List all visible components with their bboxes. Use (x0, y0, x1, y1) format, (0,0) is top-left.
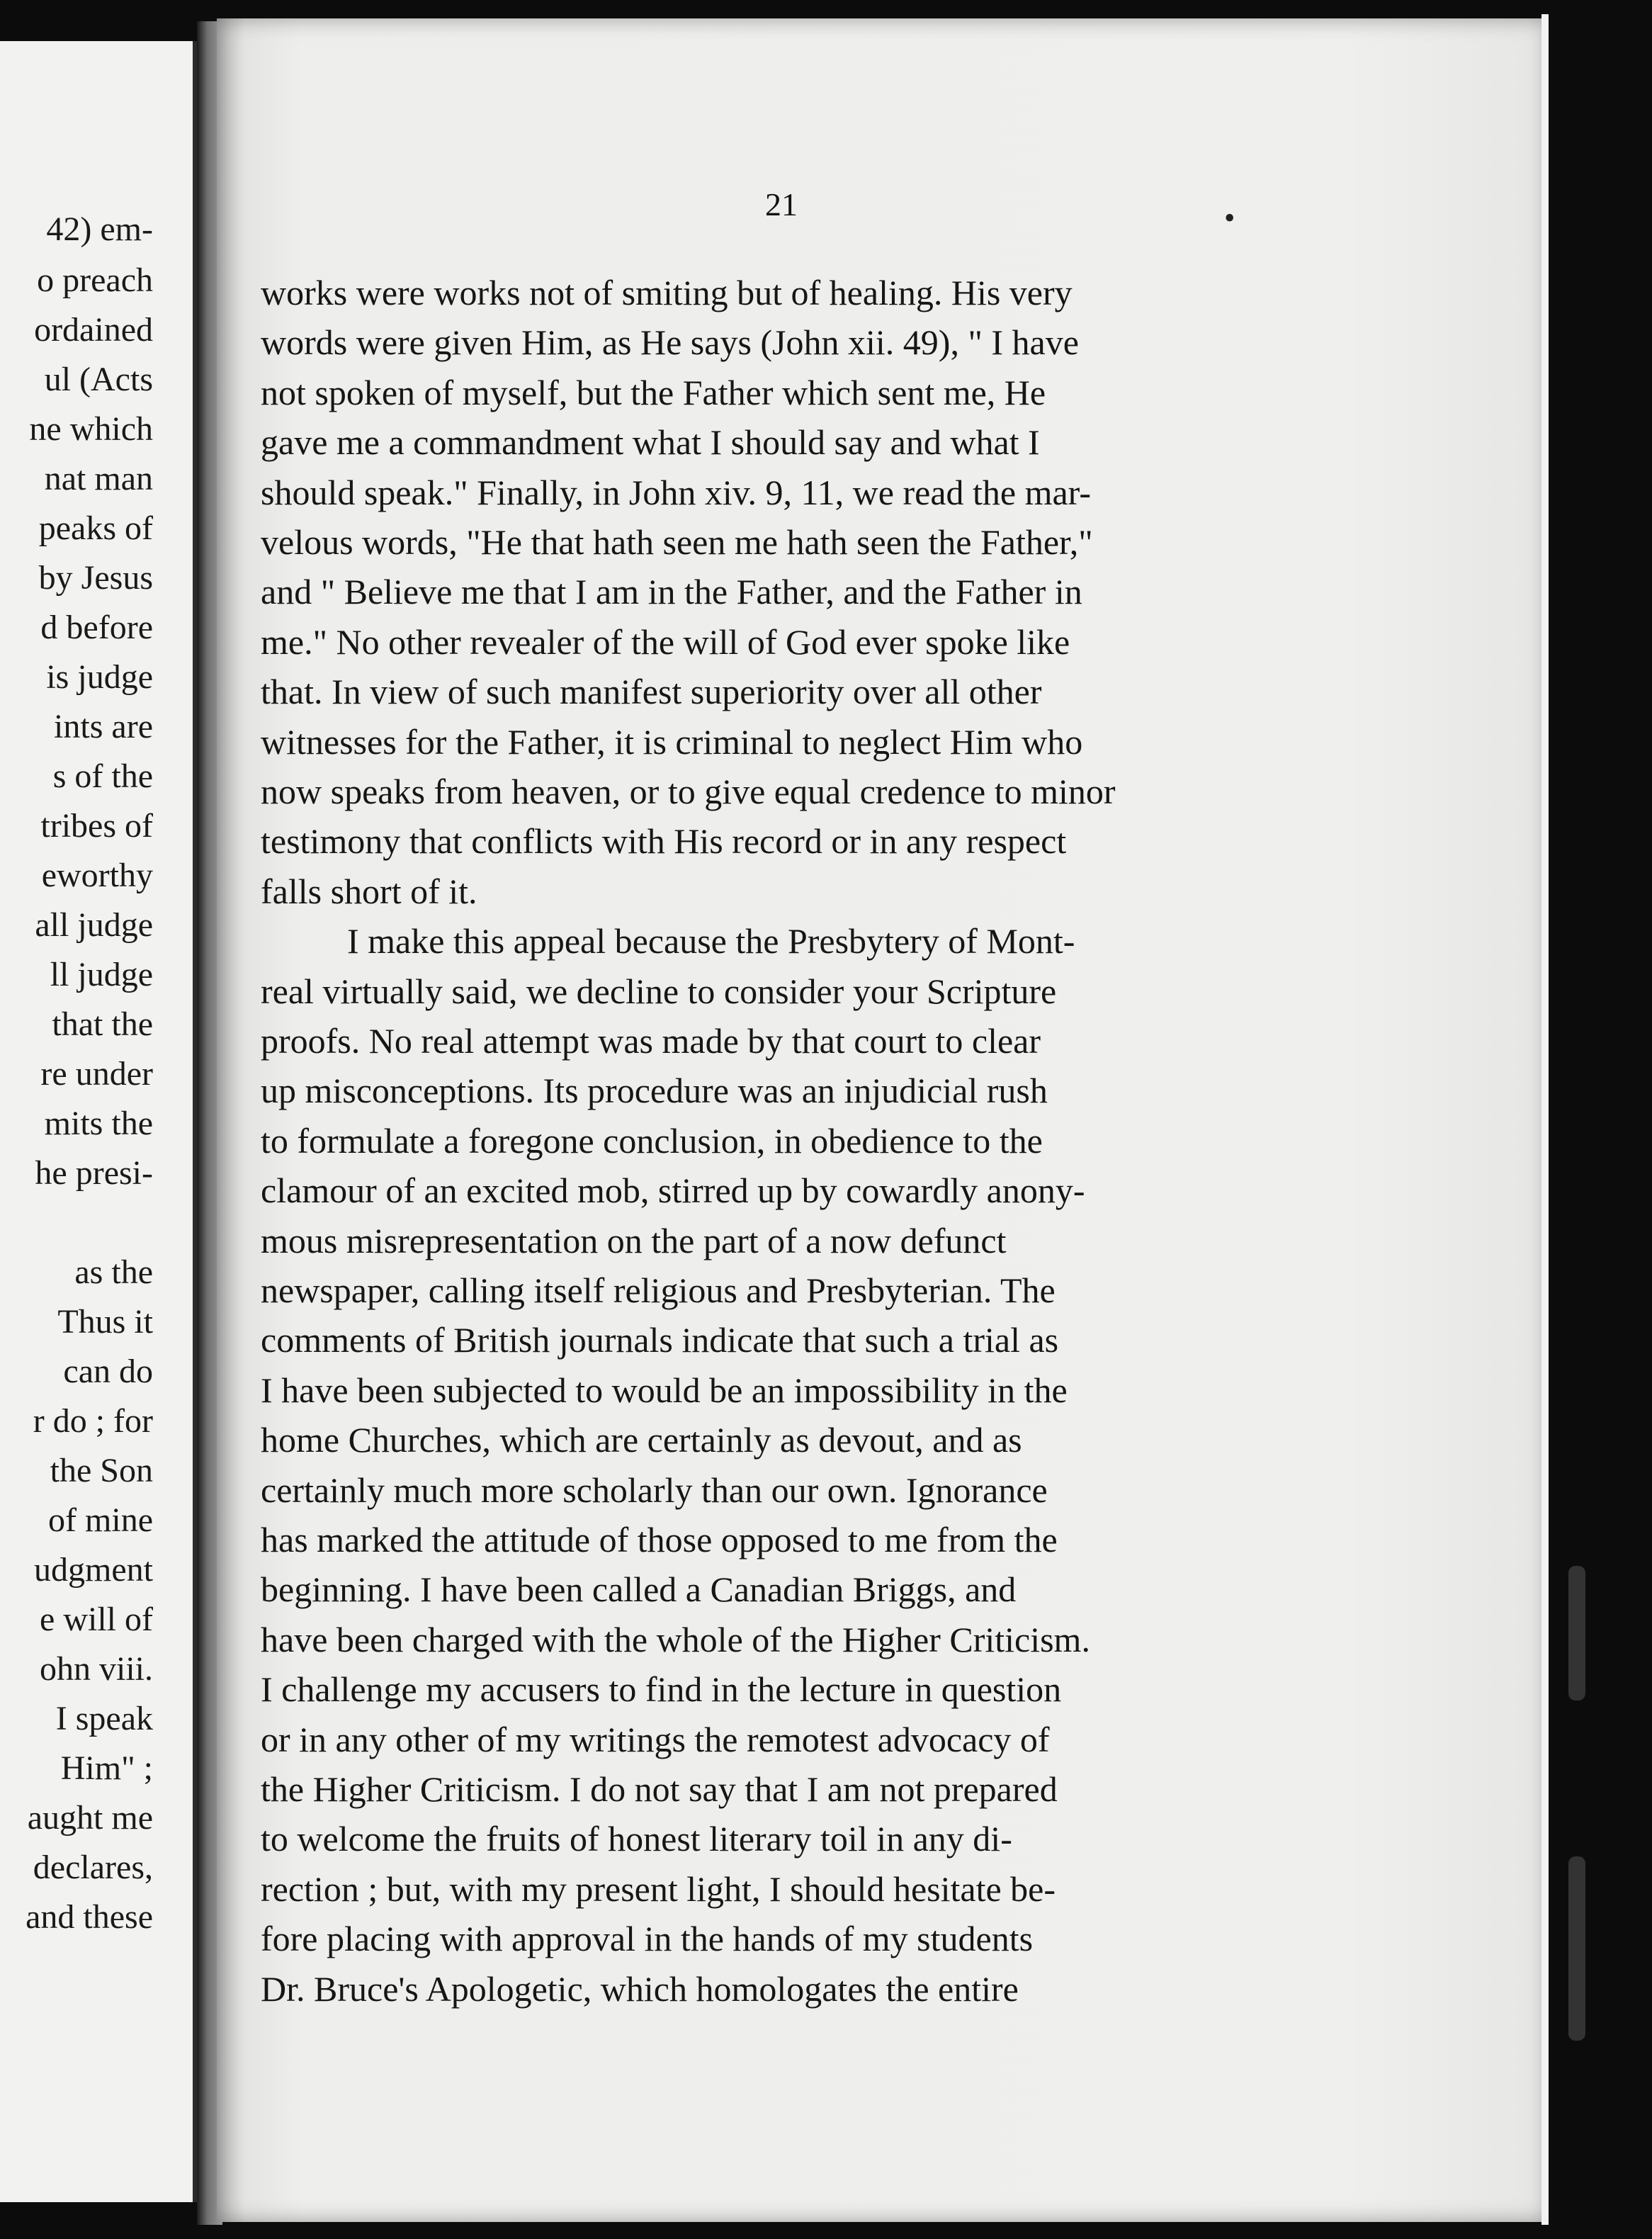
text-line: to welcome the fruits of honest literary toil in any di- (261, 1819, 1012, 1859)
text-line: home Churches, which are certainly as devout, and as (261, 1420, 1022, 1460)
facing-page-fragment (0, 41, 197, 2202)
text-line: fore placing with approval in the hands of my students (261, 1919, 1034, 1958)
facing-page-line: 42) em- (46, 210, 153, 248)
facing-page-line: nat man (44, 460, 153, 497)
text-line: beginning. I have been called a Canadian Briggs, and (261, 1569, 1017, 1609)
text-line: works were works not of smiting but of healing. His very (261, 273, 1073, 312)
text-line: comments of British journals indicate that such a trial as (261, 1320, 1059, 1360)
facing-page-line: the Son (50, 1452, 153, 1489)
text-line: should speak." Finally, in John xiv. 9, 11, we read the mar- (261, 473, 1091, 512)
facing-page-line: all judge (35, 906, 153, 944)
facing-page-line: as the (74, 1253, 153, 1291)
text-line: and " Believe me that I am in the Father, and the Father in (261, 572, 1082, 611)
text-line: falls short of it. (261, 872, 477, 911)
text-line: certainly much more scholarly than our own. Ignorance (261, 1470, 1048, 1510)
text-line: or in any other of my writings the remotest advocacy of (261, 1720, 1050, 1759)
text-line: rection ; but, with my present light, I should hesitate be- (261, 1869, 1056, 1909)
text-line: the Higher Criticism. I do not say that I am not prepared (261, 1769, 1058, 1809)
facing-page-line: ne which (29, 410, 153, 448)
text-line: has marked the attitude of those opposed to me from the (261, 1520, 1058, 1560)
text-line: that. In view of such manifest superiority over all other (261, 672, 1042, 711)
text-line: gave me a commandment what I should say and what I (261, 422, 1040, 462)
facing-page-line: mits the (44, 1105, 153, 1142)
facing-page-line: s of the (52, 757, 153, 795)
page-number: 21 (765, 186, 798, 222)
text-line: Dr. Bruce's Apologetic, which homologates the entire (261, 1969, 1019, 2009)
facing-page-line: of mine (48, 1501, 153, 1539)
facing-page-line: ul (Acts (44, 361, 153, 398)
facing-page-line: Thus it (57, 1303, 153, 1341)
text-line: words were given Him, as He says (John xii. 49), " I have (261, 322, 1079, 362)
text-line: mous misrepresentation on the part of a now defunct (261, 1221, 1007, 1261)
facing-page-line: Him" ; (60, 1749, 153, 1787)
text-line: real virtually said, we decline to consider your Scripture (261, 971, 1057, 1011)
ink-speck: • (1224, 201, 1235, 235)
facing-page-line: declares, (33, 1849, 153, 1886)
facing-page-line: tribes of (40, 807, 153, 845)
facing-page-line: he presi- (35, 1154, 153, 1192)
text-line: clamour of an excited mob, stirred up by cowardly anony- (261, 1171, 1085, 1210)
binding-clip-mark (1568, 1856, 1585, 2041)
page-edge (1541, 14, 1549, 2225)
facing-page-line: is judge (46, 658, 153, 696)
facing-page-line: I speak (55, 1700, 153, 1737)
text-line: testimony that conflicts with His record or in any respect (261, 821, 1067, 861)
facing-page-line: o preach (37, 261, 153, 299)
text-line: to formulate a foregone conclusion, in obedience to the (261, 1121, 1043, 1161)
facing-page-line: ints are (54, 708, 153, 745)
text-line: witnesses for the Father, it is criminal to neglect Him who (261, 722, 1083, 762)
text-line: I have been subjected to would be an impossibility in the (261, 1370, 1068, 1410)
text-line: me." No other revealer of the will of God ever spoke like (261, 622, 1070, 662)
facing-page-line: d before (40, 609, 153, 646)
facing-page-line: eworthy (41, 857, 153, 894)
text-line: newspaper, calling itself religious and Presbyterian. The (261, 1270, 1056, 1310)
facing-page-line: r do ; for (33, 1402, 153, 1440)
text-line: I make this appeal because the Presbytery of Mont- (347, 921, 1075, 961)
facing-page-line: that the (52, 1005, 153, 1043)
text-line: have been charged with the whole of the Higher Criticism. (261, 1620, 1090, 1659)
facing-page-line: ohn viii. (39, 1650, 153, 1688)
text-line: now speaks from heaven, or to give equal credence to minor (261, 772, 1116, 811)
binding-clip-mark (1568, 1566, 1585, 1701)
facing-page-line: ll judge (50, 956, 153, 993)
facing-page-line: e will of (40, 1601, 153, 1638)
facing-page-line: by Jesus (38, 559, 153, 597)
facing-page-line: peaks of (38, 509, 153, 547)
text-line: I challenge my accusers to find in the lecture in question (261, 1669, 1062, 1709)
facing-page-line: udgment (34, 1551, 153, 1589)
facing-page-line: can do (63, 1353, 153, 1390)
text-line: proofs. No real attempt was made by that court to clear (261, 1021, 1041, 1061)
facing-page-line: aught me (27, 1799, 153, 1837)
facing-page-line: ordained (34, 311, 153, 349)
facing-page-line: re under (40, 1055, 153, 1093)
text-line: not spoken of myself, but the Father which sent me, He (261, 373, 1046, 412)
facing-page-line: and these (26, 1898, 153, 1936)
text-line: up misconceptions. Its procedure was an injudicial rush (261, 1071, 1048, 1110)
text-line: velous words, "He that hath seen me hath seen the Father," (261, 522, 1093, 562)
